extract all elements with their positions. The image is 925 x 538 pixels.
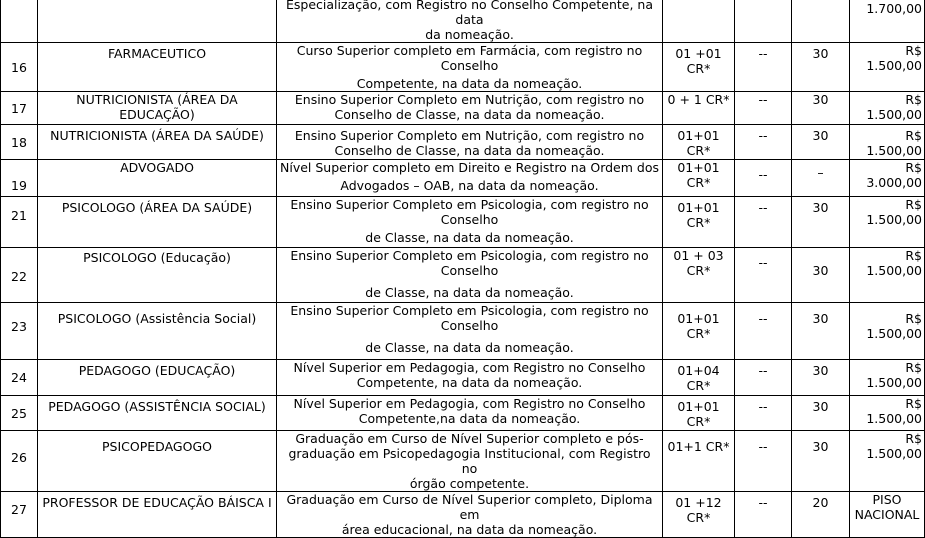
requirements-line: Ensino Superior Completo em Psicologia, com registro no: [290, 248, 649, 263]
dash-line: --: [758, 92, 768, 107]
job-title: [38, 303, 277, 360]
vacancies-line: 01+01 CR*: [677, 399, 720, 429]
vacancies: [663, 43, 735, 92]
column-dash: [735, 160, 792, 197]
requirements-line: Nível Superior em Pedagogia, com Registro no Conselho: [293, 360, 646, 375]
vacancies: [663, 92, 735, 125]
vacancies: [663, 125, 735, 160]
requirements: [277, 248, 663, 303]
salary: [850, 396, 925, 431]
row-number-line: 21: [11, 207, 27, 223]
vacancies-line: 01+04 CR*: [677, 363, 720, 393]
workload-hours: [792, 396, 850, 431]
row-number: 24: [1, 360, 38, 396]
row-number: 18: [1, 125, 38, 160]
salary: [850, 92, 925, 125]
workload-hours: [792, 197, 850, 248]
hours-line: 30: [812, 311, 829, 326]
job-title-line: PSICOLOGO (ÁREA DA SAÚDE): [61, 200, 253, 215]
vacancies: [663, 197, 735, 248]
requirements-line: de Classe, na data da nomeação.: [365, 285, 574, 300]
column-dash: [735, 360, 792, 396]
requirements-line: Conselho: [440, 212, 499, 227]
salary-line: R$: [905, 431, 922, 446]
requirements-line: área educacional, na data da nomeação.: [341, 522, 598, 537]
job-title-line: FARMACEUTICO: [107, 46, 207, 61]
table-row: [1, 43, 925, 92]
vacancies: [663, 431, 735, 492]
requirements-line: Ensino Superior Completo em Psicologia, com registro no: [290, 197, 649, 212]
column-dash: [735, 43, 792, 92]
vacancies-line: 01 +01 CR*: [675, 46, 722, 76]
requirements-line: Conselho de Classe, na data da nomeação.: [334, 143, 605, 158]
requirements-line: Competente, na data da nomeação.: [356, 375, 583, 390]
salary-line: R$: [905, 248, 922, 263]
job-title: [38, 396, 277, 431]
vacancies: [663, 492, 735, 538]
table-row: [1, 431, 925, 492]
dash-line: --: [758, 363, 768, 378]
job-title-line: PEDAGOGO (EDUCAÇÃO): [78, 363, 236, 378]
table-row: [1, 360, 925, 396]
requirements-line: da nomeação.: [425, 27, 514, 42]
table-row: [1, 303, 925, 360]
requirements: [277, 396, 663, 431]
vacancies-line: 01+01 CR*: [677, 311, 720, 341]
row-number-line: 22: [11, 268, 27, 284]
job-title: [38, 92, 277, 125]
hours-line: 30: [812, 200, 829, 215]
table-row: [1, 492, 925, 538]
job-title: [38, 197, 277, 248]
job-title-line: PEDAGOGO (ASSISTÊNCIA SOCIAL): [48, 399, 266, 414]
requirements-line: Ensino Superior Completo em Nutrição, com registro no: [294, 92, 645, 107]
row-number: 16: [1, 43, 38, 92]
salary-line: NACIONAL: [854, 507, 920, 522]
salary-line: 1.500,00: [866, 411, 922, 426]
salary-line: 1.500,00: [866, 375, 922, 390]
hours-line: 30: [812, 439, 829, 454]
job-title-line: NUTRICIONISTA (ÁREA DA SAÚDE): [50, 128, 264, 143]
vacancies: [663, 396, 735, 431]
salary-line: 1.700,00: [866, 1, 922, 16]
salary-line: R$: [905, 311, 922, 326]
dash-line: --: [758, 167, 768, 182]
column-dash: [735, 92, 792, 125]
salary-line: 1.500,00: [866, 263, 922, 278]
workload-hours: [792, 125, 850, 160]
workload-hours: [792, 431, 850, 492]
requirements: [277, 303, 663, 360]
salary-line: 1.500,00: [866, 107, 922, 122]
requirements-line: Nível Superior completo em Direito e Registro na Ordem dos: [280, 160, 659, 175]
salary: [850, 492, 925, 538]
requirements-line: Ensino Superior Completo em Nutrição, com registro no: [294, 128, 645, 143]
column-dash: [735, 492, 792, 538]
requirements: [277, 431, 663, 492]
job-title: [38, 0, 277, 43]
column-dash: [735, 197, 792, 248]
column-dash: [735, 303, 792, 360]
vacancies-line: 01 +12 CR*: [675, 495, 722, 525]
vacancies-line: 01+01 CR*: [677, 200, 720, 230]
salary-line: R$: [905, 360, 922, 375]
salary: [850, 197, 925, 248]
column-dash: [735, 248, 792, 303]
requirements-line: Curso Superior completo em Farmácia, com registro no Conselho: [296, 43, 643, 73]
vacancies-line: 01+01 CR*: [677, 128, 720, 158]
salary-line: R$: [905, 396, 922, 411]
requirements-line: Conselho: [440, 263, 499, 278]
dash-line: --: [758, 255, 768, 270]
workload-hours: [792, 360, 850, 396]
requirements: [277, 360, 663, 396]
salary-line: 1.500,00: [866, 58, 922, 73]
job-title: [38, 248, 277, 303]
dash-line: --: [758, 495, 768, 510]
row-number-line: 23: [11, 318, 27, 334]
salary-line: PISO: [872, 492, 902, 507]
requirements-line: de Classe, na data da nomeação.: [365, 340, 574, 355]
job-title-line: PSICOPEDAGOGO: [102, 439, 212, 454]
column-dash: [735, 0, 792, 43]
requirements: [277, 43, 663, 92]
requirements-line: Conselho: [440, 318, 499, 333]
job-title: [38, 431, 277, 492]
hours-line: 30: [812, 399, 829, 414]
salary-line: R$: [905, 92, 922, 107]
table-row: [1, 160, 925, 197]
workload-hours: [792, 160, 850, 197]
dash-line: --: [758, 439, 768, 454]
salary-line: R$: [905, 43, 922, 58]
salary: [850, 360, 925, 396]
row-number: [1, 248, 38, 303]
row-number: [1, 197, 38, 248]
dash-line: --: [758, 46, 768, 61]
job-title: [38, 492, 277, 538]
job-title-line: PROFESSOR DE EDUCAÇÃO BÁISCA I: [42, 495, 272, 510]
vacancies: [663, 303, 735, 360]
table-row: [1, 197, 925, 248]
job-title-line: ADVOGADO: [120, 160, 194, 175]
salary: [850, 431, 925, 492]
salary-line: R$: [905, 128, 922, 143]
salary-line: 3.000,00: [866, 175, 922, 190]
requirements-line: Especialização, com Registro no Conselho Competente, na data: [286, 0, 653, 27]
vacancies: [663, 0, 735, 43]
salary: [850, 125, 925, 160]
row-number: [1, 303, 38, 360]
requirements-line: Nível Superior em Pedagogia, com Registro no Conselho: [293, 396, 646, 411]
requirements-line: Ensino Superior Completo em Psicologia, com registro no: [290, 303, 649, 318]
column-dash: [735, 125, 792, 160]
requirements-line: de Classe, na data da nomeação.: [365, 230, 574, 245]
salary-line: R$: [905, 160, 922, 175]
hours-line: 30: [812, 92, 829, 107]
hours-line: 20: [812, 495, 829, 510]
dash-line: --: [758, 200, 768, 215]
salary: [850, 43, 925, 92]
job-title-line: PSICOLOGO (Assistência Social): [57, 311, 257, 326]
row-number: [1, 492, 38, 538]
requirements-line: Conselho de Classe, na data da nomeação.: [334, 107, 605, 122]
requirements: [277, 492, 663, 538]
workload-hours: [792, 92, 850, 125]
hours-line: 30: [812, 128, 829, 143]
table-row: [1, 396, 925, 431]
column-dash: [735, 396, 792, 431]
vacancies-line: 01 + 03: [673, 248, 724, 263]
requirements: [277, 160, 663, 197]
job-title-line: NUTRICIONISTA (ÁREA DA: [76, 92, 238, 107]
vacancies-line: 0 + 1 CR*: [667, 92, 730, 107]
row-number: 17: [1, 92, 38, 125]
row-number: [1, 160, 38, 197]
workload-hours: [792, 303, 850, 360]
column-dash: [735, 431, 792, 492]
vacancies-line: 01+1 CR*: [667, 439, 730, 454]
vacancies: [663, 360, 735, 396]
salary: [850, 303, 925, 360]
job-title: [38, 360, 277, 396]
job-title: [38, 160, 277, 197]
requirements: [277, 0, 663, 43]
workload-hours: [792, 492, 850, 538]
table-row: [1, 0, 925, 43]
dash-line: --: [758, 399, 768, 414]
dash-line: --: [758, 128, 768, 143]
salary-line: 1.500,00: [866, 143, 922, 158]
requirements: [277, 92, 663, 125]
row-number-line: 27: [11, 502, 27, 517]
vacancies-line: 01+01 CR*: [677, 160, 720, 190]
requirements-line: Graduação em Curso de Nível Superior completo, Diploma em: [286, 492, 653, 522]
salary: [850, 160, 925, 197]
salary-line: R$: [905, 197, 922, 212]
salary-line: 1.500,00: [866, 326, 922, 341]
hours-line: 30: [812, 263, 829, 278]
hours-line: –: [817, 165, 824, 180]
workload-hours: [792, 43, 850, 92]
requirements: [277, 197, 663, 248]
vacancies: [663, 160, 735, 197]
requirements-line: Advogados – OAB, na data da nomeação.: [340, 178, 599, 193]
requirements: [277, 125, 663, 160]
workload-hours: [792, 248, 850, 303]
job-title: [38, 125, 277, 160]
vacancies-line: CR*: [686, 263, 711, 278]
job-title: [38, 43, 277, 92]
row-number: 25: [1, 396, 38, 431]
row-number: [1, 431, 38, 492]
requirements-line: graduação em Psicopedagogia Institucional, com Registro no: [288, 446, 651, 476]
workload-hours: [792, 0, 850, 43]
job-title-line: EDUCAÇÃO): [119, 107, 195, 122]
row-number-line: 19: [11, 177, 27, 193]
vacancies: [663, 248, 735, 303]
salary: [850, 248, 925, 303]
requirements-line: Competente, na data da nomeação.: [356, 76, 583, 91]
row-number-line: 26: [11, 449, 27, 465]
table-row: [1, 248, 925, 303]
job-title-line: PSICOLOGO (Educação): [83, 250, 231, 265]
table-row: [1, 125, 925, 160]
salary-line: 1.500,00: [866, 212, 922, 227]
table-row: [1, 92, 925, 125]
requirements-line: órgão competente.: [409, 476, 530, 491]
salary: [850, 0, 925, 43]
dash-line: --: [758, 311, 768, 326]
row-number: [1, 0, 38, 43]
hours-line: 30: [812, 46, 829, 61]
requirements-line: Graduação em Curso de Nível Superior completo e pós-: [295, 431, 644, 446]
salary-line: 1.500,00: [866, 446, 922, 461]
hours-line: 30: [812, 363, 829, 378]
requirements-line: Competente,na data da nomeação.: [358, 411, 581, 426]
